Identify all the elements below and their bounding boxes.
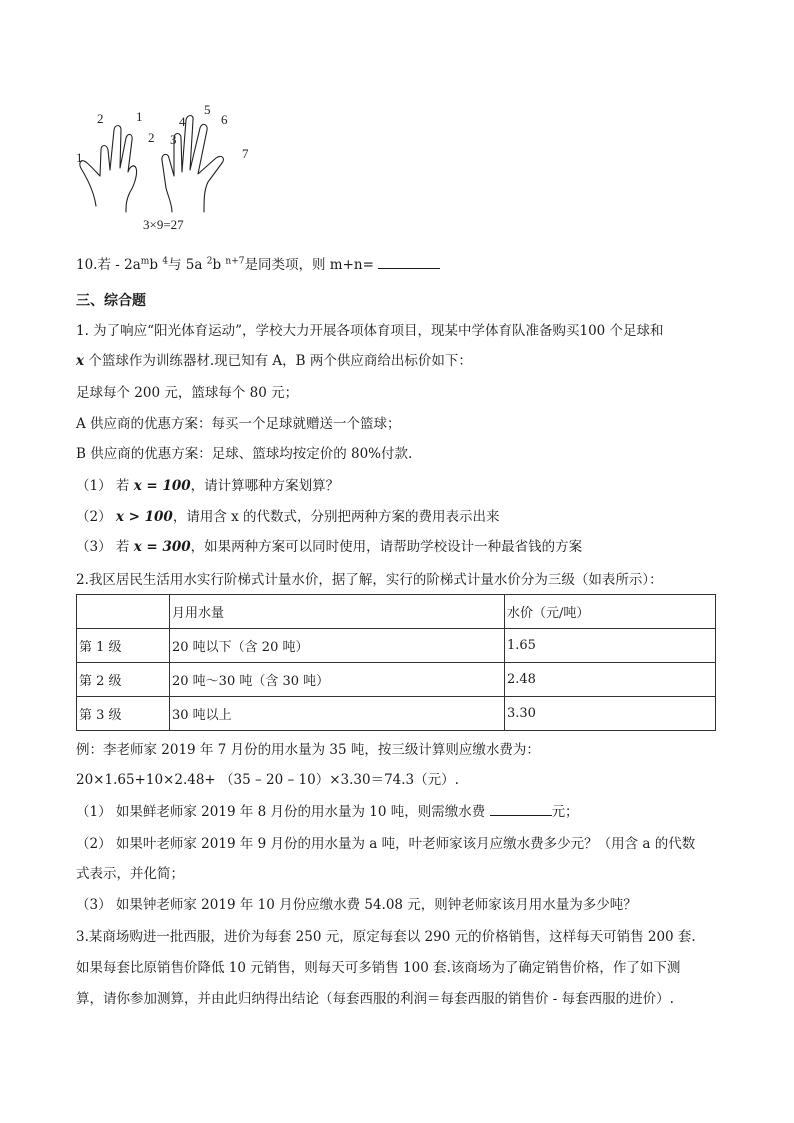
problem-3-line: 3.某商场购进一批西服，进价为每套 250 元，原定每套以 290 元的价格销售，这样每天可销售 200 套. <box>76 929 696 945</box>
q10-text: 是同类项，则 m+n= <box>244 257 374 273</box>
problem-1-text: 个篮球作为训练器材.现已知有 A，B 两个供应商给出标价如下： <box>84 353 472 369</box>
figure-number: 1 <box>76 150 83 165</box>
table-cell: 1.65 <box>505 629 716 663</box>
subquestion-text: ，如果两种方案可以同时使用，请帮助学校设计一种最省钱的方案 <box>190 539 583 555</box>
figure-caption: 3×9=27 <box>143 217 184 232</box>
subquestion-text: （1） 如果鲜老师家 2019 年 8 月份的用水量为 10 吨，则需缴水费 <box>76 804 486 820</box>
answer-blank[interactable] <box>378 254 440 269</box>
math-expression: x = 300 <box>133 539 191 555</box>
problem-2-subquestion-2: （2） 如果叶老师家 2019 年 9 月份的用水量为 a 吨，叶老师家该月应缴水费多少元？（用含 a 的代数 <box>76 836 696 852</box>
problem-2-example: 例：李老师家 2019 年 7 月份的用水量为 35 吨，按三级计算则应缴水费为： <box>76 742 540 758</box>
math-expression: x > 100 <box>115 509 173 525</box>
problem-1-subquestion-3 <box>76 537 582 557</box>
math-expression: x = 100 <box>133 478 191 494</box>
q10-exponent: n+7 <box>225 256 245 267</box>
table-cell: 第 3 级 <box>77 697 170 731</box>
water-price-table <box>76 594 716 731</box>
q10-exponent: 2 <box>206 256 213 267</box>
table-cell: 20 吨以下（含 20 吨） <box>170 629 505 663</box>
table-cell: 30 吨以上 <box>170 697 505 731</box>
problem-1-line: B 供应商的优惠方案：足球、篮球均按定价的 80%付款. <box>76 446 413 462</box>
figure-number: 2 <box>97 111 104 126</box>
q10-text: 10.若 - 2a <box>76 257 141 273</box>
subquestion-number: （1） 若 <box>76 478 130 494</box>
q10-text: b <box>212 257 222 273</box>
figure-number: 7 <box>242 146 249 161</box>
subquestion-text: ，请用含 x 的代数式，分别把两种方案的费用表示出来 <box>172 509 500 525</box>
hands-finger-counting-figure <box>68 100 268 240</box>
figure-number: 1 <box>136 109 143 124</box>
answer-blank[interactable] <box>490 801 552 816</box>
problem-1-line: A 供应商的优惠方案：每买一个足球就赠送一个篮球； <box>76 416 401 432</box>
problem-1-line: 1. 为了响应“阳光体育运动”，学校大力开展各项体育项目，现某中学体育队准备购买100 个足球和 <box>76 323 664 339</box>
table-cell: 2.48 <box>505 663 716 697</box>
variable-x: x <box>76 353 85 369</box>
problem-3-line: 算，请你参加测算，并由此归纳得出结论（每套西服的利润＝每套西服的销售价 - 每套西服的进价）. <box>76 991 674 1007</box>
table-cell: 20 吨～30 吨（含 30 吨） <box>170 663 505 697</box>
table-header-cell: 月用水量 <box>170 595 505 629</box>
table-header-row <box>77 595 716 629</box>
table-row <box>77 629 716 663</box>
problem-1-line <box>76 351 472 371</box>
q10-exponent: 4 <box>162 256 168 267</box>
problem-3-line: 如果每套比原销售价降低 10 元销售，则每天可多销售 100 套.该商场为了确定销售价格，作了如下测 <box>76 960 681 976</box>
subquestion-text: 元； <box>551 804 579 820</box>
q10-text: b <box>149 257 158 273</box>
table-row <box>77 697 716 731</box>
subquestion-number: （2） <box>76 509 112 525</box>
table-cell: 第 1 级 <box>77 629 170 663</box>
problem-2-subquestion-2-cont: 式表示，并化简； <box>76 866 184 882</box>
figure-number: 5 <box>204 102 211 117</box>
problem-1-subquestion-1 <box>76 476 339 496</box>
section-heading: 三、综合题 <box>76 293 146 309</box>
subquestion-text: ，请计算哪种方案划算？ <box>190 478 340 494</box>
problem-2-example-formula: 20×1.65+10×2.48+ （35 – 20 – 10）×3.30＝74.3（元）. <box>76 772 459 788</box>
table-cell: 第 2 级 <box>77 663 170 697</box>
problem-1-line: 足球每个 200 元，篮球每个 80 元； <box>76 385 299 401</box>
problem-1-subquestion-2 <box>76 507 500 527</box>
table-cell <box>77 595 170 629</box>
problem-2-subquestion-3: （3） 如果钟老师家 2019 年 10 月份应缴水费 54.08 元，则钟老师家该月用水量为多少吨？ <box>76 897 637 913</box>
figure-number: 6 <box>221 112 228 127</box>
question-10 <box>76 254 440 275</box>
q10-text: 与 5a <box>168 257 203 273</box>
problem-2-intro: 2.我区居民生活用水实行阶梯式计量水价，据了解，实行的阶梯式计量水价分为三级（如表所示）： <box>76 572 663 588</box>
figure-number: 2 <box>148 130 155 145</box>
table-row <box>77 663 716 697</box>
table-header-cell: 水价（元/吨） <box>505 595 716 629</box>
figure-number: 3 <box>170 132 177 147</box>
problem-2-subquestion-1 <box>76 801 579 822</box>
q10-exponent: m <box>140 256 150 267</box>
subquestion-number: （3） 若 <box>76 539 130 555</box>
table-cell: 3.30 <box>505 697 716 731</box>
figure-number: 4 <box>179 114 186 129</box>
